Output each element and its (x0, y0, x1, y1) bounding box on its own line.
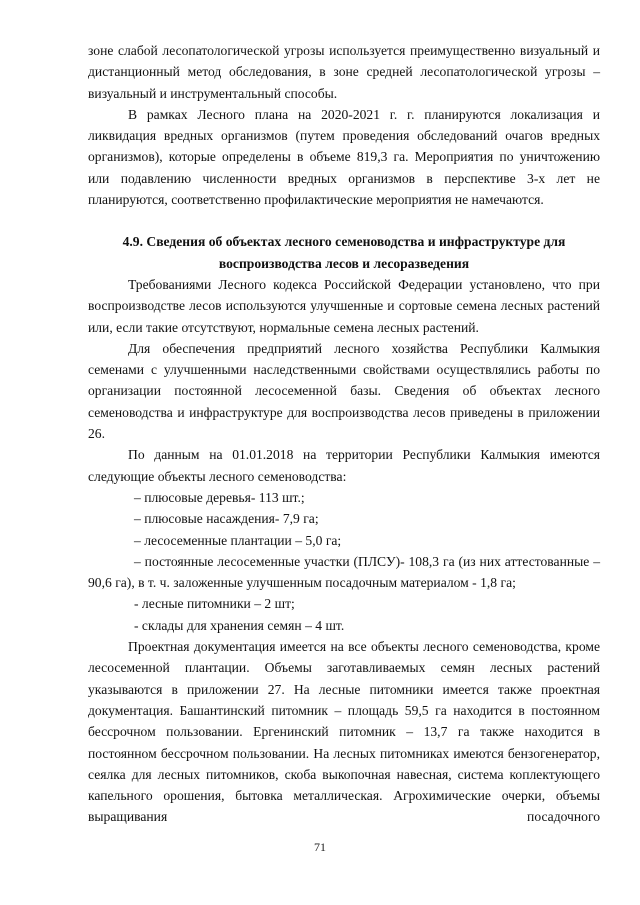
list-item-plus-stands: – плюсовые насаждения- 7,9 га; (134, 511, 319, 527)
page-number: 71 (314, 840, 326, 854)
paragraph-forest-plan: В рамках Лесного плана на 2020-2021 г. г. планируются локализация и ликвидация вредных организмов (путем проведения обследований очагов вредных организмов), которые определены в объеме 819,3 га. Мероприятия по уничтожению или подавлению численности вредных организмов в перспективе 3-х лет не планируются, соответственно профилактические мероприятия не намечаются. (88, 106, 600, 208)
paragraph-visual-methods: зоне слабой лесопатологической угрозы используется преимущественно визуальный и дистанционный метод обследования, в зоне средней лесопатологической угрозы – визуальный и инструментальный способы. (88, 43, 600, 101)
page-content (88, 40, 600, 828)
list-item-plus-trees: – плюсовые деревья- 113 шт.; (134, 489, 305, 505)
paragraph-forest-code: Требованиями Лесного кодекса Российской Федерации установлено, что при воспроизводстве лесов используются улучшенные и сортовые семена лесных растений или, если такие отсутствуют, нормальные семена лесных растений. (88, 276, 600, 335)
section-heading-line-1: 4.9. Сведения об объектах лесного семеноводства и инфраструктуре для (122, 234, 566, 250)
list-item-seed-warehouses: - склады для хранения семян – 4 шт. (134, 617, 345, 633)
list-item-seed-plantations: – лесосеменные плантации – 5,0 га; (134, 532, 342, 548)
section-gap (88, 210, 600, 231)
paragraph-data-2018: По данным на 01.01.2018 на территории Республики Калмыкия имеются следующие объекты лесного семеноводства: (88, 447, 600, 484)
paragraph-seed-base: Для обеспечения предприятий лесного хозяйства Республики Калмыкия семенами с улучшенными наследственными свойствами осуществлялись работы по организации постоянной лесосеменной базы. Сведения об объектах лесного семеноводства и инфраструктуре для воспроизводства лесов приведены в приложении 26. (88, 340, 600, 442)
list-item-permanent-seed-plots: – постоянные лесосеменные участки (ПЛСУ)- 108,3 га (из них аттестованные – 90,6 га), в т. ч. заложенные улучшенным посадочным материалом - 1,8 га; (88, 553, 600, 591)
section-heading-line-2: воспроизводства лесов и лесоразведения (218, 255, 470, 271)
list-item-nurseries: - лесные питомники – 2 шт; (134, 596, 295, 612)
paragraph-project-docs: Проектная документация имеется на все объекты лесного семеноводства, кроме лесосеменной плантации. Объемы заготавливаемых семян лесных растений указываются в приложении 27. На лесные питомники имеется также проектная документация. Башантинский питомник – площадь 59,5 га находится в постоянном бессрочном пользовании. Ергенинский питомник – 13,7 га также находится в постоянном бессрочном пользовании. На лесных питомниках имеются бензогенератор, сеялка для лесных питомников, скоба выкопочная навесная, система коплектующего капельного орошения, бытовка металлическая. Агрохимические очерки, объемы выращивания посадочного (88, 639, 600, 825)
